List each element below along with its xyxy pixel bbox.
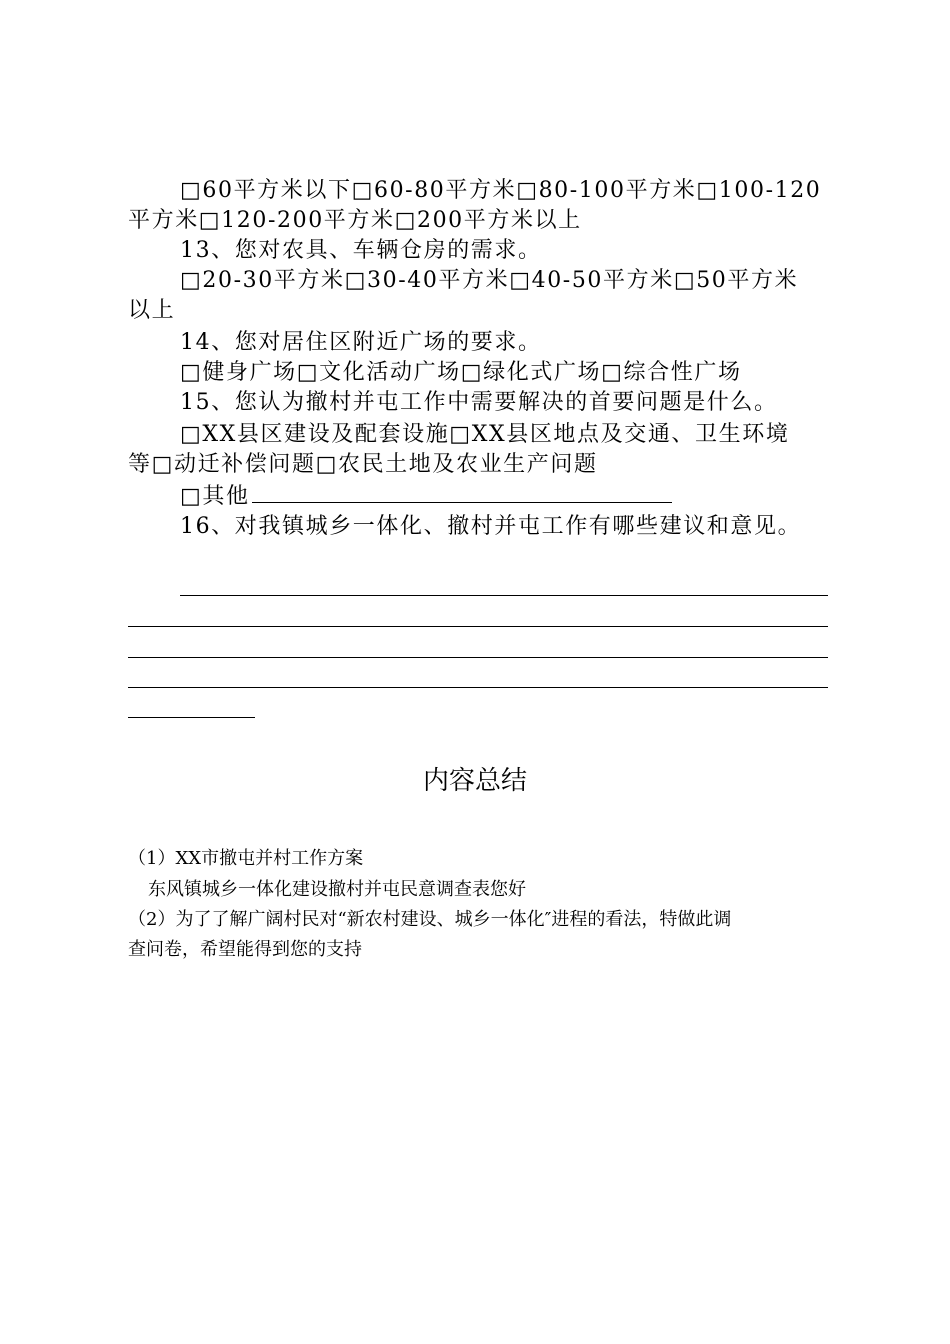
summary-item-2-line2: 查问卷，希望能得到您的支持 [128, 939, 362, 960]
q16-answer-line[interactable] [128, 717, 255, 718]
q12-options-line2: 平方米□120-200平方米□200平方米以上 [128, 208, 582, 233]
q16-answer-line[interactable] [180, 595, 828, 596]
q12-options-line1: □60平方米以下□60-80平方米□80-100平方米□100-120 [180, 178, 822, 203]
q16-answer-line[interactable] [128, 657, 828, 658]
q15-other-label: □其他 [180, 484, 250, 509]
question-15: 15、您认为撤村并屯工作中需要解决的首要问题是什么。 [180, 390, 778, 415]
q15-options-line2: 等□动迁补偿问题□农民土地及农业生产问题 [128, 452, 598, 477]
q16-answer-line[interactable] [128, 626, 828, 627]
q15-options-line1: □XX县区建设及配套设施□XX县区地点及交通、卫生环境 [180, 422, 790, 447]
summary-item-1: （1）XX市撤屯并村工作方案 [128, 848, 364, 869]
summary-item-1-sub: 东风镇城乡一体化建设撤村并屯民意调查表您好 [148, 879, 526, 900]
q16-answer-line[interactable] [128, 687, 828, 688]
q13-options-line1: □20-30平方米□30-40平方米□40-50平方米□50平方米 [180, 268, 799, 293]
question-16: 16、对我镇城乡一体化、撤村并屯工作有哪些建议和意见。 [180, 514, 802, 539]
summary-item-2-line1: （2）为了了解广阔村民对“新农村建设、城乡一体化″进程的看法，特做此调 [128, 909, 732, 930]
question-13: 13、您对农具、车辆仓房的需求。 [180, 238, 542, 263]
question-14: 14、您对居住区附近广场的要求。 [180, 330, 542, 355]
q15-other-blank[interactable] [252, 480, 672, 503]
q13-options-line2: 以上 [128, 298, 176, 323]
q14-options: □健身广场□文化活动广场□绿化式广场□综合性广场 [180, 360, 742, 385]
summary-title: 内容总结 [422, 766, 527, 796]
q15-other-row [180, 480, 828, 512]
